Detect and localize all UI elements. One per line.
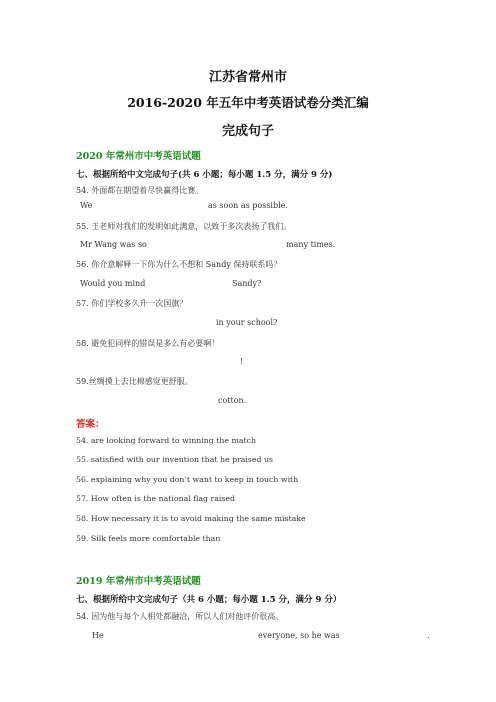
doc-title-collection: 2016-2020 年五年中考英语试卷分类汇编: [127, 95, 369, 110]
answer-59: 59. Silk feels more comfortable than: [76, 534, 221, 543]
question-56-en-start: Would you mind: [80, 279, 146, 288]
question-55-cn: 55. 王老师对我们的发明如此满意，以致于多次表扬了我们。: [76, 222, 292, 231]
section-2020-heading: 2020 年常州市中考英语试题: [76, 151, 201, 162]
section-2020-subheading: 七、根据所给中文完成句子(共 6 小题；每小题 1.5 分，满分 9 分): [76, 170, 333, 180]
question-59-en-end: cotton.: [218, 396, 247, 405]
question-54-en-end: as soon as possible.: [208, 201, 288, 210]
question-56-en-end: Sandy?: [232, 279, 262, 288]
answer-label: 答案：: [76, 419, 105, 430]
doc-title-region: 江苏省常州市: [208, 70, 287, 85]
question-56-cn: 56. 你介意解释一下你为什么不想和 Sandy 保持联系吗？: [76, 260, 282, 269]
question-55-en-start: Mr Wang was so: [80, 240, 147, 249]
answer-57: 57. How often is the national flag raised: [76, 494, 235, 503]
answer-56: 56. explaining why you don’t want to keep in touch with: [76, 475, 299, 484]
question-58-cn: 58. 避免犯同样的错误是多么有必要啊！: [76, 339, 220, 348]
section-2019-heading: 2019 年常州市中考英语试题: [76, 576, 201, 587]
question-55-en-end: many times.: [286, 240, 336, 249]
answer-58: 58. How necessary it is to avoid making the same mistake: [76, 514, 306, 523]
question-2019-54-en-mid: everyone, so he was: [258, 631, 340, 640]
question-2019-54-en-start: He: [92, 631, 104, 640]
question-2019-54-en-end: .: [427, 631, 430, 640]
question-2019-54-cn: 54. 因为他与每个人相处都融洽，所以人们对他评价很高。: [76, 612, 284, 621]
doc-title-topic: 完成句子: [221, 124, 274, 139]
question-54-en-start: We: [80, 201, 93, 210]
answer-54: 54. are looking forward to winning the match: [76, 436, 257, 445]
question-58-en-end: !: [240, 357, 244, 366]
question-57-en-end: in your school?: [216, 318, 278, 327]
section-2019-subheading: 七、根据所给中文完成句子（共 6 小题；每小题 1.5 分，满分 9 分）: [76, 595, 342, 605]
question-59-cn: 59.丝绸摸上去比棉感觉更舒服。: [76, 377, 193, 386]
question-54-cn: 54. 外面都在期望着尽快赢得比赛。: [76, 186, 204, 195]
answer-55: 55. satisfied with our invention that he praised us: [76, 455, 274, 464]
question-57-cn: 57. 你们学校多久升一次国旗？: [76, 299, 188, 308]
